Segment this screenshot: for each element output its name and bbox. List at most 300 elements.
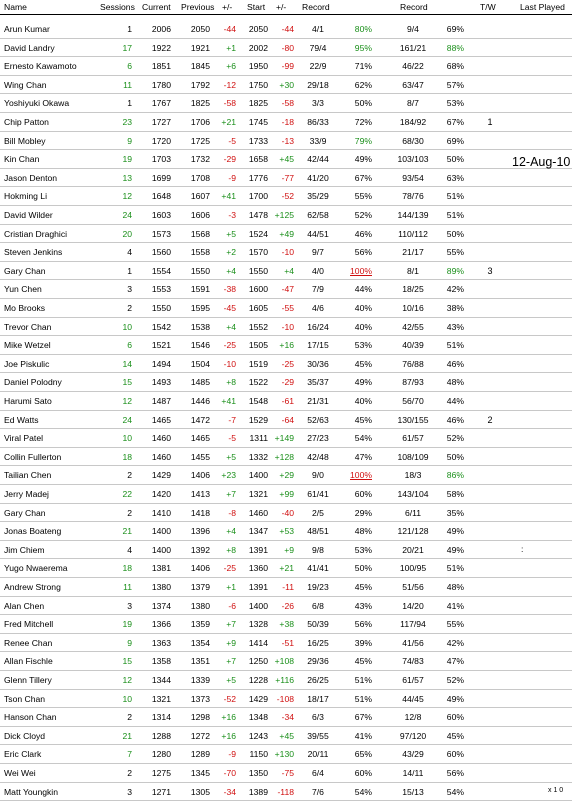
table-row (0, 168, 572, 188)
cell-delta-2: +149 (274, 433, 294, 444)
cell-pct-2: 43% (446, 321, 464, 332)
cell-current: 1542 (151, 321, 171, 332)
cell-pct-1: 45% (354, 656, 372, 667)
cell-pct-1: 51% (354, 693, 372, 704)
table-row (0, 298, 572, 318)
cell-start: 1391 (248, 582, 268, 592)
table-row (0, 651, 572, 671)
cell-previous: 1396 (190, 526, 210, 537)
cell-pct-2: 35% (446, 507, 464, 518)
cell-record-1: 2/5 (312, 507, 324, 518)
cell-previous: 1546 (190, 340, 210, 351)
cell-delta-1: +1 (226, 42, 236, 53)
cell-current: 1493 (151, 377, 171, 388)
cell-delta-1: -58 (223, 98, 236, 109)
table-row (0, 279, 572, 299)
cell-name: Wei Wei (4, 768, 36, 778)
cell-start: 1150 (249, 749, 268, 760)
cell-delta-2: -29 (281, 377, 294, 388)
cell-record-2: 121/128 (397, 526, 429, 537)
cell-name: Mike Wetzel (4, 340, 51, 351)
cell-previous: 1550 (190, 265, 210, 276)
cell-record-2: 20/21 (402, 544, 424, 555)
cell-record-2: 18/3 (404, 470, 422, 481)
cell-record-2: 74/83 (402, 656, 424, 667)
cell-pct-2: 60% (446, 749, 464, 760)
cell-name: Yoshiyuki Okawa (4, 98, 70, 109)
cell-tw: 2 (487, 414, 493, 425)
table-row (0, 447, 572, 467)
cell-current: 1314 (151, 712, 171, 723)
cell-start: 1311 (249, 433, 268, 444)
cell-name: Tailian Chen (4, 470, 52, 481)
cell-pct-1: 71% (354, 61, 372, 72)
cell-delta-2: -25 (281, 358, 294, 369)
table-row (0, 577, 572, 597)
cell-start: 1745 (248, 117, 268, 127)
cell-previous: 1406 (190, 563, 210, 574)
cell-record-1: 39/55 (307, 730, 329, 741)
cell-current: 1487 (151, 396, 171, 406)
cell-previous: 1392 (190, 544, 210, 555)
table-row (0, 744, 572, 764)
cell-record-1: 27/23 (307, 433, 329, 444)
cell-record-2: 103/103 (397, 154, 429, 165)
cell-previous: 1406 (190, 470, 210, 481)
cell-previous: 1298 (190, 712, 210, 723)
cell-name: Fred Mitchell (4, 619, 54, 630)
cell-sessions: 23 (122, 117, 132, 127)
cell-record-1: 48/51 (307, 526, 329, 537)
cell-previous: 1272 (190, 730, 210, 741)
table-row (0, 38, 572, 58)
cell-name: Steven Jenkins (4, 247, 63, 258)
cell-delta-2: -11 (282, 582, 294, 592)
cell-pct-2: 55% (446, 247, 464, 258)
cell-record-2: 21/17 (402, 247, 424, 258)
cell-sessions: 1 (127, 98, 132, 109)
cell-delta-1: -9 (228, 749, 236, 760)
cell-delta-2: -40 (281, 507, 294, 518)
cell-record-2: 87/93 (402, 377, 424, 388)
cell-name: Ernesto Kawamoto (4, 61, 77, 72)
cell-delta-2: +30 (279, 79, 294, 90)
cell-start: 1950 (248, 61, 268, 72)
cell-delta-1: -10 (223, 358, 236, 369)
table-row (0, 540, 572, 560)
cell-current: 1374 (151, 600, 171, 611)
header-delta-2: +/- (276, 2, 287, 12)
cell-name: Mo Brooks (4, 303, 46, 313)
cell-sessions: 4 (127, 544, 132, 555)
cell-record-1: 41/41 (307, 563, 329, 574)
cell-delta-1: +7 (226, 656, 236, 667)
cell-delta-1: -12 (223, 79, 236, 90)
cell-record-1: 22/9 (309, 61, 327, 72)
cell-pct-2: 69% (446, 135, 464, 146)
cell-pct-2: 63% (446, 172, 464, 183)
cell-delta-1: +23 (221, 470, 236, 481)
cell-sessions: 24 (122, 414, 132, 425)
cell-pct-1: 49% (354, 377, 372, 388)
cell-sessions: 13 (122, 172, 132, 183)
cell-sessions: 20 (122, 228, 132, 239)
cell-delta-1: +6 (226, 61, 236, 72)
cell-delta-2: +45 (279, 154, 294, 165)
cell-name: Chip Patton (4, 117, 49, 127)
cell-pct-1: 45% (354, 582, 372, 592)
header-current: Current (142, 2, 171, 12)
cell-pct-1: 60% (354, 768, 372, 778)
cell-record-1: 35/29 (307, 191, 329, 202)
cell-name: Harumi Sato (4, 396, 52, 406)
cell-sessions: 3 (127, 786, 132, 797)
cell-start: 1776 (248, 172, 268, 183)
cell-delta-2: +116 (275, 675, 294, 685)
header-start: Start (247, 2, 266, 12)
cell-current: 1767 (151, 98, 171, 109)
cell-sessions: 10 (122, 693, 132, 704)
cell-delta-1: +8 (226, 544, 236, 555)
cell-delta-1: +9 (226, 637, 236, 648)
cell-delta-2: +130 (274, 749, 294, 760)
cell-start: 1360 (248, 563, 268, 574)
cell-name: Gary Chan (4, 265, 46, 276)
cell-pct-2: 46% (446, 358, 464, 369)
cell-pct-1: 44% (354, 284, 372, 295)
cell-record-2: 40/39 (402, 340, 424, 351)
cell-delta-2: -10 (281, 321, 294, 332)
cell-name: Hokming Li (4, 191, 47, 202)
cell-name: Eric Clark (4, 749, 42, 760)
header-previous: Previous (181, 2, 215, 12)
cell-delta-1: -34 (223, 786, 236, 797)
cell-start: 1414 (248, 637, 268, 648)
cell-pct-2: 50% (446, 451, 464, 462)
cell-delta-1: -25 (223, 563, 236, 574)
cell-record-2: 42/55 (402, 321, 424, 332)
cell-delta-1: -9 (228, 172, 236, 183)
cell-name: Yugo Nwaerema (4, 563, 68, 574)
table-row (0, 391, 572, 411)
cell-pct-1: 49% (354, 154, 372, 165)
header-record-1: Record (302, 2, 330, 12)
cell-name: Matt Youngkin (4, 786, 58, 797)
cell-current: 1720 (151, 135, 171, 146)
cell-tw: 3 (487, 265, 493, 276)
cell-record-2: 41/56 (402, 637, 424, 648)
table-row (0, 465, 572, 485)
cell-record-2: 63/47 (402, 79, 424, 90)
cell-name: Gary Chan (4, 507, 46, 518)
cell-sessions: 11 (123, 582, 132, 592)
cell-record-1: 9/0 (312, 470, 324, 481)
cell-start: 1429 (248, 693, 268, 704)
cell-name: Daniel Polodny (4, 377, 62, 388)
cell-delta-1: -5 (228, 433, 236, 444)
cell-record-1: 61/41 (307, 489, 329, 499)
cell-record-1: 7/9 (312, 284, 324, 295)
cell-pct-1: 40% (354, 303, 372, 313)
cell-previous: 1606 (190, 210, 210, 220)
cell-delta-1: -38 (223, 284, 236, 295)
cell-current: 1521 (151, 340, 171, 351)
cell-current: 1400 (151, 526, 171, 537)
cell-pct-1: 67% (354, 172, 372, 183)
cell-delta-2: -13 (281, 135, 294, 146)
cell-record-2: 61/57 (402, 433, 424, 444)
cell-current: 1553 (151, 284, 171, 295)
cell-pct-2: 48% (446, 582, 464, 592)
cell-record-2: 18/25 (402, 284, 424, 295)
cell-sessions: 9 (127, 135, 132, 146)
cell-previous: 1558 (190, 247, 210, 258)
cell-delta-1: +21 (221, 117, 236, 127)
cell-start: 1400 (248, 600, 268, 611)
cell-pct-2: 45% (446, 730, 464, 741)
header-record-2: Record (400, 2, 428, 12)
cell-delta-2: -99 (281, 61, 294, 72)
cell-previous: 1418 (190, 507, 210, 518)
cell-pct-2: 41% (446, 600, 464, 611)
cell-current: 1275 (151, 768, 171, 778)
cell-pct-1: 40% (354, 396, 372, 406)
cell-record-2: 130/155 (397, 414, 429, 425)
cell-pct-2: 69% (446, 24, 464, 34)
cell-sessions: 21 (122, 526, 132, 537)
cell-record-2: 76/88 (402, 358, 424, 369)
cell-sessions: 15 (122, 656, 132, 667)
cell-record-2: 78/76 (402, 191, 424, 202)
cell-pct-2: 56% (446, 768, 464, 778)
cell-sessions: 3 (127, 284, 132, 295)
cell-start: 2050 (248, 24, 268, 34)
cell-name: Trevor Chan (4, 321, 52, 332)
cell-delta-1: +1 (226, 582, 236, 592)
cell-previous: 1339 (190, 675, 210, 685)
cell-record-1: 7/6 (312, 786, 324, 797)
cell-delta-1: -6 (228, 600, 236, 611)
cell-name: Hanson Chan (4, 712, 57, 723)
cell-start: 1519 (248, 358, 268, 369)
cell-record-2: 100/95 (399, 563, 427, 574)
table-row (0, 205, 572, 225)
cell-previous: 1825 (190, 98, 210, 109)
cell-previous: 1607 (190, 191, 210, 202)
cell-current: 1560 (151, 247, 171, 258)
cell-pct-2: 51% (446, 563, 464, 574)
cell-delta-2: -118 (277, 786, 294, 797)
cell-name: Dick Cloyd (4, 730, 46, 741)
cell-previous: 1708 (190, 172, 210, 183)
cell-delta-1: -3 (228, 210, 236, 220)
cell-name: Collin Fullerton (4, 451, 62, 462)
cell-name: David Wilder (4, 210, 53, 220)
cell-start: 1243 (248, 730, 268, 741)
cell-delta-1: +8 (226, 377, 236, 388)
cell-delta-1: -8 (228, 507, 236, 518)
cell-pct-2: 50% (446, 228, 464, 239)
cell-sessions: 6 (127, 340, 132, 351)
cell-pct-2: 52% (446, 675, 464, 685)
cell-start: 1347 (248, 526, 268, 537)
cell-delta-1: +16 (221, 730, 236, 741)
cell-name: Arun Kumar (4, 24, 50, 34)
table-row (0, 596, 572, 616)
cell-delta-2: -58 (281, 98, 294, 109)
cell-record-2: 6/11 (404, 507, 422, 518)
cell-sessions: 14 (122, 358, 132, 369)
cell-sessions: 2 (127, 507, 132, 518)
cell-delta-2: +53 (279, 526, 294, 537)
cell-pct-1: 67% (354, 712, 372, 723)
table-row (0, 633, 572, 653)
cell-start: 1524 (248, 228, 268, 239)
cell-pct-1: 47% (354, 451, 372, 462)
cell-start: 1658 (248, 154, 268, 165)
cell-pct-1: 60% (354, 489, 372, 499)
cell-record-2: 46/22 (402, 61, 424, 72)
cell-name: Glenn Tillery (4, 675, 52, 685)
cell-record-2: 10/16 (402, 303, 424, 313)
cell-delta-2: -64 (281, 414, 294, 425)
cell-start: 1600 (248, 284, 268, 295)
cell-pct-2: 42% (446, 637, 464, 648)
cell-start: 1348 (248, 712, 268, 723)
cell-current: 1550 (151, 303, 171, 313)
cell-pct-1: 50% (354, 563, 372, 574)
cell-record-1: 35/37 (307, 377, 329, 388)
cell-record-2: 108/109 (397, 451, 429, 462)
cell-record-1: 16/24 (307, 321, 329, 332)
cell-delta-2: +128 (274, 451, 294, 462)
cell-delta-1: -29 (223, 154, 236, 165)
cell-delta-2: -80 (281, 42, 294, 53)
cell-current: 1344 (151, 675, 171, 685)
cell-pct-1: 55% (354, 191, 372, 202)
cell-start: 1505 (248, 340, 268, 351)
cell-sessions: 17 (122, 42, 132, 53)
cell-delta-1: +5 (226, 228, 236, 239)
cell-delta-2: +38 (279, 619, 294, 630)
cell-record-1: 21/31 (307, 396, 329, 406)
cell-sessions: 22 (122, 489, 132, 499)
cell-pct-2: 51% (446, 210, 464, 220)
cell-pct-2: 44% (446, 396, 464, 406)
table-row (0, 614, 572, 634)
cell-sessions: 18 (122, 451, 132, 462)
cell-pct-2: 49% (446, 526, 464, 537)
cell-pct-2: 42% (446, 284, 464, 295)
cell-record-2: 8/1 (407, 265, 419, 276)
cell-previous: 1504 (190, 358, 210, 369)
cell-sessions: 4 (127, 247, 132, 258)
cell-sessions: 2 (127, 712, 132, 723)
cell-sessions: 9 (127, 637, 132, 648)
table-row (0, 112, 572, 132)
cell-record-1: 42/44 (307, 154, 329, 165)
cell-current: 1851 (151, 61, 171, 72)
table-row (0, 670, 572, 690)
cell-start: 1733 (248, 135, 268, 146)
cell-start: 1391 (248, 544, 268, 555)
cell-name: Viral Patel (4, 433, 44, 444)
header-delta-1: +/- (222, 2, 233, 12)
cell-delta-1: +41 (221, 396, 236, 406)
cell-record-2: 14/11 (402, 768, 424, 778)
cell-start: 1570 (248, 247, 268, 258)
cell-record-1: 4/6 (312, 303, 324, 313)
cell-sessions: 1 (127, 265, 132, 276)
cell-delta-2: -108 (276, 693, 294, 704)
cell-pct-1: 52% (354, 210, 372, 220)
cell-current: 1460 (151, 451, 171, 462)
cell-previous: 1345 (190, 768, 210, 778)
cell-current: 1321 (151, 693, 171, 704)
cell-delta-1: +2 (226, 247, 236, 258)
cell-sessions: 7 (127, 749, 132, 760)
table-row (0, 726, 572, 746)
table-row (0, 484, 572, 504)
cell-delta-1: -44 (223, 24, 236, 34)
cell-previous: 1472 (190, 414, 210, 425)
cell-record-2: 93/54 (402, 172, 424, 183)
cell-delta-1: +5 (226, 451, 236, 462)
cell-sessions: 24 (122, 210, 132, 220)
cell-pct-1: 53% (354, 544, 372, 555)
cell-delta-2: -10 (281, 247, 294, 258)
cell-record-2: 8/7 (407, 98, 419, 109)
cell-delta-2: +16 (279, 340, 294, 351)
cell-name: Bill Mobley (4, 135, 46, 146)
cell-name: Renee Chan (4, 637, 53, 648)
cell-start: 1228 (248, 675, 268, 685)
cell-delta-2: -26 (281, 600, 294, 611)
cell-current: 1280 (151, 749, 171, 760)
cell-current: 1366 (151, 619, 171, 630)
table-row (0, 75, 572, 95)
cell-record-2: 68/30 (402, 135, 424, 146)
cell-record-2: 12/8 (404, 712, 422, 723)
cell-pct-1: 79% (354, 135, 372, 146)
cell-delta-1: +5 (226, 675, 236, 685)
cell-current: 2006 (151, 24, 171, 34)
cell-pct-1: 43% (354, 600, 372, 611)
cell-sessions: 15 (122, 377, 132, 388)
cell-delta-1: -45 (223, 303, 236, 313)
cell-delta-2: -18 (281, 117, 294, 127)
cell-delta-1: +7 (226, 619, 236, 630)
cell-record-1: 18/17 (307, 693, 329, 704)
cell-pct-1: 56% (354, 619, 372, 630)
cell-pct-1: 53% (354, 340, 372, 351)
cell-pct-2: 88% (446, 42, 464, 53)
cell-delta-2: +108 (274, 656, 294, 667)
cell-delta-1: -7 (228, 414, 236, 425)
cell-record-1: 19/23 (307, 582, 329, 592)
cell-start: 1548 (248, 396, 268, 406)
cell-pct-1: 95% (354, 42, 372, 53)
cell-pct-2: 49% (446, 544, 464, 555)
cell-pct-1: 56% (354, 247, 372, 258)
cell-current: 1780 (151, 79, 171, 90)
cell-delta-2: +125 (274, 210, 294, 220)
cell-pct-2: 54% (446, 786, 464, 797)
cell-pct-1: 51% (354, 675, 372, 685)
cell-record-2: 44/45 (402, 693, 424, 704)
cell-pct-2: 46% (446, 414, 464, 425)
cell-pct-2: 47% (446, 656, 464, 667)
